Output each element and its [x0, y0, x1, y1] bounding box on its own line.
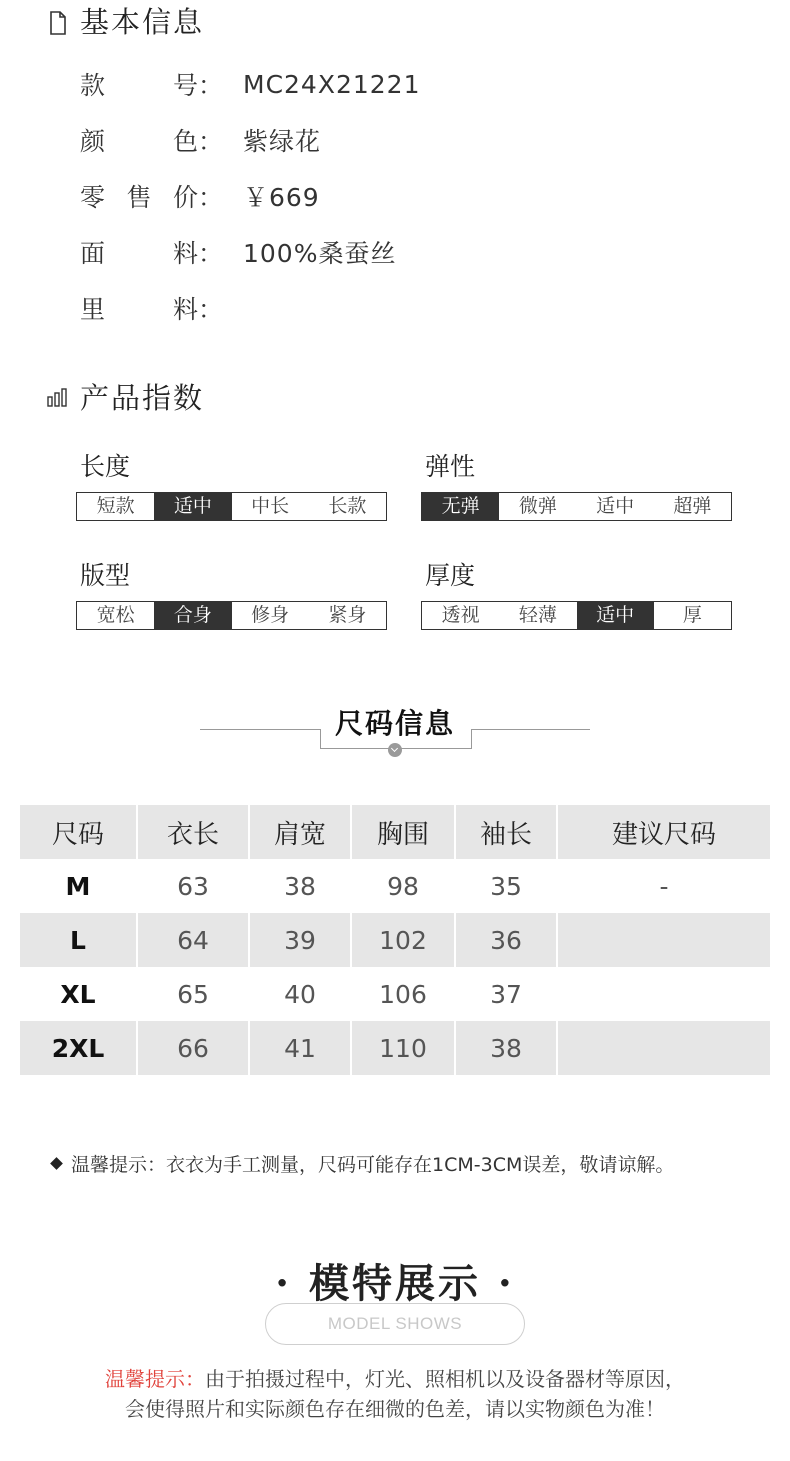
table-cell: 39: [250, 913, 352, 967]
info-label-char: 料: [172, 239, 198, 268]
info-label-end: [173, 122, 223, 158]
index-option: 轻薄: [518, 604, 557, 626]
index-scale: [76, 492, 387, 521]
info-label: [80, 122, 223, 158]
model-show-title: · 模特展示 ·: [275, 1260, 515, 1307]
info-colon: ：: [197, 183, 223, 212]
index-group: [421, 450, 732, 521]
size-table-header-cell: 建议尺码: [558, 805, 770, 859]
index-group: [421, 559, 732, 630]
info-label-char: 价: [172, 183, 198, 212]
bar-chart-icon: [46, 385, 70, 409]
table-cell: [558, 913, 770, 967]
table-cell: 66: [138, 1021, 250, 1075]
size-table-header-cell: 尺码: [20, 805, 138, 859]
chevron-down-icon: [388, 743, 402, 757]
info-label-char: 色: [172, 127, 198, 156]
table-cell: 102: [352, 913, 456, 967]
info-value: 紫绿花: [243, 127, 322, 156]
info-colon: ：: [197, 127, 223, 156]
table-cell: 38: [456, 1021, 558, 1075]
info-value: MC24X21221: [243, 69, 421, 99]
info-label-char: 款: [80, 71, 106, 100]
table-cell: -: [659, 871, 669, 901]
index-option: 透视: [441, 604, 480, 626]
size-table: [20, 805, 770, 1075]
index-scale: [421, 492, 732, 521]
info-label-char: 零: [80, 183, 106, 212]
color-notice: [0, 1364, 790, 1424]
index-group-title: 长度: [80, 452, 131, 481]
info-row: [80, 178, 320, 214]
info-label-end: [173, 66, 223, 102]
info-row: [80, 234, 396, 270]
index-scale: [76, 601, 387, 630]
product-index-title: 产品指数: [80, 381, 205, 415]
size-info-header: [200, 700, 590, 760]
table-row: [20, 913, 770, 967]
info-label: [80, 290, 223, 326]
size-table-header-cell: 袖长: [456, 805, 558, 859]
info-label-end: [173, 234, 223, 270]
table-row: [20, 859, 770, 913]
index-group-title: 版型: [80, 561, 131, 590]
table-cell: [558, 1021, 770, 1075]
table-row: [20, 967, 770, 1021]
info-label-char: 颜: [80, 127, 106, 156]
index-scale: [421, 601, 732, 630]
info-row: [80, 122, 321, 158]
index-group: [76, 559, 387, 630]
info-colon: ：: [197, 71, 223, 100]
size-label-cell: M: [20, 859, 138, 913]
table-cell: 98: [352, 859, 456, 913]
info-colon: ：: [197, 295, 223, 324]
index-option: 宽松: [96, 604, 135, 626]
table-cell: 37: [456, 967, 558, 1021]
size-label-cell: L: [20, 913, 138, 967]
table-cell: [558, 967, 770, 1021]
index-option: 中长: [251, 495, 290, 517]
table-cell: 41: [250, 1021, 352, 1075]
index-option-selected: 适中: [577, 602, 654, 629]
info-row: [80, 66, 421, 102]
index-option: 超弹: [673, 495, 712, 517]
index-option-selected: 无弹: [422, 493, 499, 520]
index-option: 长款: [328, 495, 367, 517]
measurement-tip-text: 温馨提示：衣衣为手工测量，尺码可能存在1CM-3CM误差，敬请谅解。: [71, 1154, 675, 1176]
info-label-char: 里: [80, 295, 106, 324]
info-colon: ：: [197, 239, 223, 268]
index-option-selected: 适中: [154, 493, 231, 520]
index-option: 短款: [96, 495, 135, 517]
index-option: 微弹: [518, 495, 557, 517]
index-option: 紧身: [328, 604, 367, 626]
size-label-cell: 2XL: [20, 1021, 138, 1075]
info-label: [80, 178, 223, 214]
size-label-cell: XL: [20, 967, 138, 1021]
table-cell: 64: [138, 913, 250, 967]
table-cell: 38: [250, 859, 352, 913]
index-group-title: 弹性: [425, 452, 476, 481]
table-cell: 65: [138, 967, 250, 1021]
basic-info-header: [46, 0, 204, 41]
index-group: [76, 450, 387, 521]
table-cell: 110: [352, 1021, 456, 1075]
index-option: 修身: [251, 604, 290, 626]
size-table-header-cell: 胸围: [352, 805, 456, 859]
index-option: 厚: [682, 604, 702, 626]
info-label: [80, 66, 223, 102]
table-cell: 35: [456, 859, 558, 913]
product-index-header: [46, 376, 204, 417]
notice-prefix: 温馨提示：: [105, 1367, 205, 1391]
info-label-char: 面: [80, 239, 106, 268]
info-value: ￥669: [243, 183, 320, 212]
info-label-end: [173, 178, 223, 214]
notice-line-1: 由于拍摄过程中，灯光、照相机以及设备器材等原因，: [205, 1367, 685, 1391]
size-info-title: 尺码信息: [334, 707, 455, 740]
info-label: [80, 234, 223, 270]
table-cell: 36: [456, 913, 558, 967]
basic-info-title: 基本信息: [80, 5, 205, 39]
info-label-char: 料: [172, 295, 198, 324]
document-icon: [46, 9, 70, 33]
notice-line-2: 会使得照片和实际颜色存在细微的色差，请以实物颜色为准！: [125, 1397, 665, 1421]
table-cell: 40: [250, 967, 352, 1021]
info-label-char: 售: [126, 183, 152, 212]
info-row: [80, 290, 243, 326]
size-table-header-cell: 衣长: [138, 805, 250, 859]
table-row: [20, 1021, 770, 1075]
info-value: 100%桑蚕丝: [243, 239, 397, 268]
measurement-tip: [52, 1150, 674, 1177]
index-option-selected: 合身: [154, 602, 231, 629]
size-table-header: [20, 805, 770, 859]
table-cell: 106: [352, 967, 456, 1021]
info-label-end: [173, 290, 223, 326]
diamond-bullet-icon: [50, 1157, 63, 1170]
model-show-subtitle: MODEL SHOWS: [265, 1303, 525, 1345]
table-cell: 63: [138, 859, 250, 913]
index-option: 适中: [596, 495, 635, 517]
info-label-char: 号: [172, 71, 198, 100]
size-table-header-cell: 肩宽: [250, 805, 352, 859]
index-group-title: 厚度: [425, 561, 476, 590]
